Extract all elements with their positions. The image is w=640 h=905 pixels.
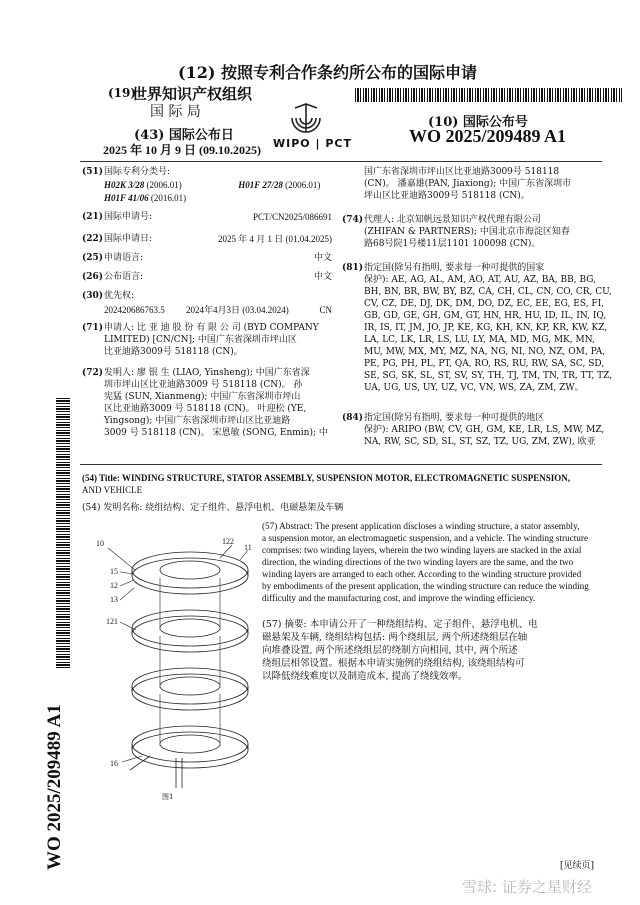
watermark: 雪球: 证券之星财经 <box>462 878 592 896</box>
label-16: 16 <box>110 759 118 768</box>
document-title: (12) 按照专利合作条约所公布的国际申请 <box>178 63 477 82</box>
inventors-continued: 国广东省深圳市坪山区比亚迪路3009号 518118 (CN)。 潘嘉雄(PAN, Jiaxiong); 中国广东省深圳市 坪山区比亚迪路3009号 518118 (CN)。 <box>364 167 572 201</box>
field-25: (25)申请语言: 中文 <box>82 253 332 263</box>
label-12: 12 <box>110 581 118 590</box>
agent: 代理人: 北京知帆远景知识产权代理有限公司 (ZHIFAN & PARTNERS); 中国北京市海淀区知春 路68号院1号楼11层1101 100098 (CN)。 <box>364 215 570 249</box>
field-51: (51)国际专利分类号: <box>82 167 171 177</box>
winding-layer <box>132 552 248 594</box>
label-11: 11 <box>244 543 252 552</box>
wipo-logo-graphic <box>271 100 341 136</box>
label-10: 10 <box>96 539 104 548</box>
pub-number: WO 2025/209489 A1 <box>409 126 567 146</box>
org-number: (19) <box>108 86 137 100</box>
inventors: 发明人: 廖 银 生 (LIAO, Yinsheng); 中国广东省深 圳市坪山区比亚迪路3009 号 518118 (CN)。 孙 宪猛 (SUN, Xianmeng); 中国广东省深圳市坪山 区比亚迪路3009 号 518118 (CN)。 叶迎松 (YE, Yingsong); 中国广东省深圳市坪山区比亚迪路 3009 号 518118 (CN)。 宋恩敏 (SONG, Enmin); 中 <box>104 368 328 438</box>
field-84: (84) 指定国(除另有指明, 要求每一种可提供的地区 保护): ARIPO (BW, CV, GH, GM, KE, LR, LS, MW, MZ, NA, RW, SC, SD, SL, ST, SZ, TZ, UG, ZM, ZW), 欧亚 <box>342 413 605 447</box>
barcode <box>355 88 622 102</box>
label-122: 122 <box>222 537 234 546</box>
filing-language: 中文 <box>313 253 332 263</box>
priority-data: 202420686763.5 2024年4月3日 (03.04.2024) CN <box>104 305 332 315</box>
figure-caption: 图1 <box>162 793 174 801</box>
header-divider <box>80 161 602 162</box>
field-30: (30)优先权: <box>82 291 135 301</box>
ipc-label: 国际专利分类号: <box>104 167 171 177</box>
field-22: (22)国际申请日: 2025 年 4 月 1 日 (01.04.2025) <box>82 234 332 244</box>
figure-1 <box>90 530 260 800</box>
designated-states-national: 指定国(除另有指明, 要求每一种可提供的国家 保护): AE, AG, AL, AM, AO, AT, AU, AZ, BA, BB, BG, BH, BN, BR, BW, BY, BZ, CA, CH, CL, CN, CO, CR, CU, CV, CZ, DE, DJ, DK, DM, DO, DZ, EC, EE, EG, ES, FI, GB, GD, GE, GH, GM, GT, HN, HR, HU, ID, IL, IN, IQ, IR, IS, IT, JM, JO, JP, KE, KG, KH, KN, KP, KR, KW, KZ, LA, LC, LK, LR, LS, LU, LY, MA, MD, MG, MK, MN, MU, MW, MX, MY, MZ, NA, NG, NI, NO, NZ, OM, PA, PE, PG, PH, PL, PT, QA, RO, RS, RU, RW, SA, SC, SD, SE, SG, SK, SL, ST, SV, SY, TH, TJ, TM, TN, TR, TT, TZ, UA, UG, US, UY, UZ, VC, VN, WS, ZA, ZM, ZW。 <box>364 263 613 393</box>
field-26: (26)公布语言: 中文 <box>82 272 332 282</box>
pub-number-label: (10) 国际公布号 <box>428 115 528 130</box>
field-81: (81) 指定国(除另有指明, 要求每一种可提供的国家 保护): AE, AG, AL, AM, AO, AT, AU, AZ, BA, BB, BG, BH, BN, BR, BW, BY, BZ, CA, CH, CL, CN, CO, CR, CU, CV, CZ, DE, DJ, DK, DM, DO, DZ, EC, EE, EG, ES, FI, GB, GD, GE, GH, GM, GT, HN, HR, HU, ID, IL, IN, IQ, IR, IS, IT, JM, JO, JP, KE, KG, KH, KN, KP, KR, KW, KZ, LA, LC, LK, LR, LS, LU, LY, MA, MD, MG, MK, MN, MU, MW, MX, MY, MZ, NA, NG, NI, NO, NZ, OM, PA, PE, PG, PH, PL, PT, QA, RO, RS, RU, RW, SA, SC, SD, SE, SG, SK, SL, ST, SV, SY, TH, TJ, TM, TN, TR, TT, TZ, UA, UG, US, UY, UZ, VC, VN, WS, ZA, ZM, ZW。 <box>342 263 613 393</box>
wipo-logo <box>271 100 352 150</box>
abstract-chinese: (57) 摘要: 本申请公开了一种绕组结构、定子组件、悬浮电机、电 磁悬架及车辆, 绕组结构包括: 两个绕组层, 两个所述绕组层在轴 向堆叠设置, 两个所述绕组层的绕制方向相同, 其中, 两个所述 绕组层相邻设置。根据本申请实施例的绕组结构, 该绕组结构可 以降低绕线难度以及制造成本, 提高了绕线效率。 <box>262 619 538 682</box>
side-publication-number: WO 2025/209489 A1 <box>44 704 65 870</box>
wipo-logo-text: WIPO | PCT <box>273 137 352 150</box>
abstract-english: (57) Abstract: The present application discloses a winding structure, a stator assembly, a suspension motor, an electromagnetic suspension, and a vehicle. The winding structure comprises: two winding layers, wherein the two winding layers are stacked in the axial direction, the winding directions of the two winding layers are the same, and the two winding layers are arranged to each other. According to the winding structure provided by embodiments of the present application, the winding structure can reduce the winding difficulty and the manufacturing cost, and improve the winding efficiency. <box>262 521 589 603</box>
org-name: 世界知识产权组织 <box>132 85 253 103</box>
field-71: (71) 申请人: 比 亚 迪 股 份 有 限 公 司 (BYD COMPANY LIMITED) [CN/CN]; 中国广东省深圳市坪山区 比亚迪路3009号 518118 (CN)。 <box>82 323 319 357</box>
applicant: 申请人: 比 亚 迪 股 份 有 限 公 司 (BYD COMPANY LIMITED) [CN/CN]; 中国广东省深圳市坪山区 比亚迪路3009号 518118 (CN)。 <box>104 323 319 357</box>
title-chinese: (54) 发明名称: 绕组结构、定子组件、悬浮电机、电磁悬架及车辆 <box>82 503 344 513</box>
label-13: 13 <box>110 595 118 604</box>
field-74: (74) 代理人: 北京知帆远景知识产权代理有限公司 (ZHIFAN & PARTNERS); 中国北京市海淀区知春 路68号院1号楼11层1101 100098 (CN)。 <box>342 215 570 249</box>
winding-layer <box>132 726 248 768</box>
filing-date: 2025 年 4 月 1 日 (01.04.2025) <box>218 234 332 244</box>
winding-layer <box>132 610 248 652</box>
winding-layer <box>132 668 248 710</box>
ipc-line-1: H02K 3/28 (2006.01) H01F 27/28 (2006.01) <box>104 180 321 190</box>
field-72: (72) 发明人: 廖 银 生 (LIAO, Yinsheng); 中国广东省深 圳市坪山区比亚迪路3009 号 518118 (CN)。 孙 宪猛 (SUN, Xianmeng); 中国广东省深圳市坪山 区比亚迪路3009 号 518118 (CN)。 叶迎松 (YE, Yingsong); 中国广东省深圳市坪山区比亚迪路 3009 号 518118 (CN)。 宋恩敏 (SONG, Enmin); 中 <box>82 368 328 438</box>
application-number: PCT/CN2025/086691 <box>252 212 332 222</box>
title-english: (54) Title: WINDING STRUCTURE, STATOR ASSEMBLY, SUSPENSION MOTOR, ELECTROMAGNETIC SUSPENSION, AND VEHICLE <box>82 473 571 495</box>
designated-states-regional: 指定国(除另有指明, 要求每一种可提供的地区 保护): ARIPO (BW, CV, GH, GM, KE, LR, LS, MW, MZ, NA, RW, SC, SD, SL, ST, SZ, TZ, UG, ZM, ZW), 欧亚 <box>364 413 605 447</box>
org-subtitle: 国 际 局 <box>150 104 201 120</box>
pub-date: 2025 年 10 月 9 日 (09.10.2025) <box>103 143 261 157</box>
ipc-line-2: H01F 41/06 (2016.01) <box>104 193 187 203</box>
field-21: (21)国际申请号: PCT/CN2025/086691 <box>82 212 332 222</box>
label-121: 121 <box>106 617 118 626</box>
continued-note: [见续页] <box>560 861 595 871</box>
label-15: 15 <box>110 567 118 576</box>
winding-structure-drawing <box>90 530 260 800</box>
mid-divider <box>80 464 602 465</box>
publication-language: 中文 <box>313 272 332 282</box>
pub-date-label: (43) 国际公布日 <box>134 128 234 143</box>
side-barcode <box>56 398 70 668</box>
